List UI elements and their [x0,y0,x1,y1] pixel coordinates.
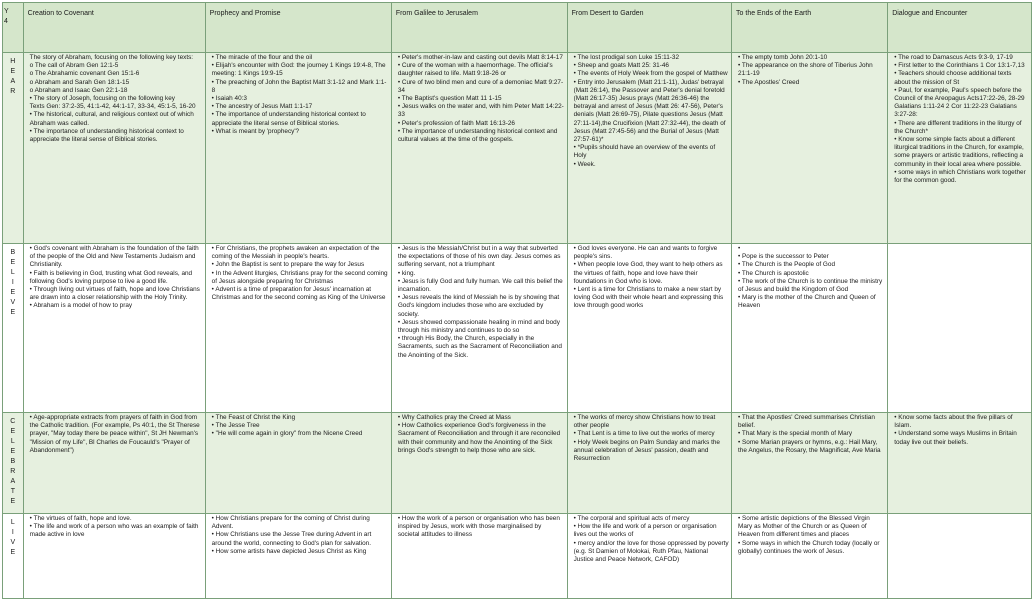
column-header-creation-to-covenant: Creation to Covenant [23,3,205,53]
cell-item: • Advent is a time of preparation for Jesus' incarnation at Christmas and for the second coming as King of the Universe [211,286,386,302]
cell-item: • Week. [573,160,596,168]
cell-item-list [570,515,729,564]
cell-item: • The Church is apostolic [738,269,809,277]
cell-item: • The miracle of the flour and the oil [211,54,313,61]
cell-item-list [208,245,389,302]
row-label-letter: A [10,478,16,485]
cell-item: • The life and work of a person who was an example of faith made active in love [29,523,199,539]
cell-item: • The virtues of faith, hope and love. [29,515,132,522]
cell-item-list [570,245,729,311]
row-label-letter: E [10,428,16,435]
header-row [3,3,1032,53]
cell-item: • The events of Holy Week from the gospel of Matthew [573,70,728,78]
row-label-letter: A [10,78,16,85]
cell-item: • The historical, cultural, and religious context out of which Abraham was called. [29,111,194,127]
row-label-letter: E [10,309,16,316]
cell-item: • Mary is the mother of the Church and Queen of Heaven [738,294,876,310]
row-label-celebrate [3,413,24,514]
cell-item: • Know some facts about the five pillars of Islam. [894,414,1013,430]
cell-item-list [570,54,729,169]
row-label-letter: T [10,488,15,495]
cell-item: • Lent is a time for Christians to make a new start by loving God with their whole heart and expressing this love through good works [573,286,724,310]
cell-celebrate-4 [732,413,888,514]
column-header-desert-to-garden: From Desert to Garden [567,3,731,53]
cell-item-list [26,515,203,540]
row-hear [3,53,1032,244]
cell-item-list [734,54,885,87]
cell-item: • The Apostles' Creed [738,78,800,86]
cell-item-list [394,414,565,455]
cell-item-list [890,414,1029,447]
column-header-ends-of-the-earth: To the Ends of the Earth [732,3,888,53]
cell-item: • How Christians prepare for the coming of Christ during Advent. [211,515,370,531]
cell-item: • The road to Damascus Acts 9:3-9, 17-19 [894,54,1013,61]
row-label-letter: V [10,299,16,306]
cell-item: • Cure of two blind men and cure of a demoniac Matt 9:27-34 [397,78,564,94]
cell-item: • Understand some ways Muslims in Britain today live out their beliefs. [894,430,1017,446]
row-label-letter: H [10,58,16,65]
cell-item-list [26,245,203,311]
cell-item: • Jesus reveals the kind of Messiah he is by showing that God's kingdom includes those who are excluded by society. [397,294,560,318]
cell-believe-1 [205,244,391,413]
row-label-letter: E [10,448,16,455]
cell-item: • [738,245,741,252]
row-label-letter: E [10,289,16,296]
cell-item: • How some artists have depicted Jesus Christ as King [211,547,367,555]
cell-hear-2 [391,53,567,244]
cell-item: • First letter to the Corinthians 1 Cor 13:1-7,13 [894,62,1025,70]
cell-believe-3 [567,244,731,413]
cell-item: • Through living out virtues of faith, hope and love Christians are drawn into a closer relationship with the Holy Trinity. [29,286,200,302]
table-body [3,53,1032,599]
cell-item: • Peter's mother-in-law and casting out devils Matt 8:14-17 [397,54,563,61]
cell-item: • Jesus is the Messiah/Christ but in a way that subverted the expectations of those of his own day. Jesus comes as suffering servant, not a triumphant [397,245,561,269]
cell-item: • Isaiah 40:3 [211,95,247,103]
cell-item: • Jesus is fully God and fully human. We call this belief the incarnation. [397,277,563,294]
cell-item: • "He will come again in glory" from the Nicene Creed [211,430,363,438]
cell-item-list [208,54,389,136]
cell-item: o Abraham and Isaac Gen 22:1-18 [29,86,128,94]
year-label-cell [3,3,24,53]
row-label-letter: E [10,498,16,505]
cell-item: • Faith is believing in God, trusting what God reveals, and following God's loving purpose to live a good life. [29,269,193,285]
row-label-letter: E [10,259,16,266]
cell-item: • God loves everyone. He can and wants to forgive people's sins. [573,245,718,261]
row-label-letter: B [10,249,16,256]
row-label-letter: L [10,519,15,526]
cell-item-list [208,414,389,439]
cell-believe-5 [888,244,1032,413]
row-label-letter: L [10,269,15,276]
cell-item: • For Christians, the prophets awaken an expectation of the coming of the Messiah in people's hearts. [211,245,380,261]
row-label-letter: B [10,458,16,465]
cell-item: • Why Catholics pray the Creed at Mass [397,414,511,421]
cell-item: • Peter's profession of faith Matt 16:13-26 [397,119,515,127]
row-label-hear [3,53,24,244]
cell-item: • God's covenant with Abraham is the foundation of the faith of the people of the Old and New Testaments Judaism and Christianity. [29,245,199,269]
cell-item: • The empty tomb John 20:1-10 [738,54,828,61]
row-label-letter: V [10,539,16,546]
curriculum-page [2,2,1032,584]
row-label-letter: I [11,529,14,536]
cell-item: • Age-appropriate extracts from prayers of faith in God from the Catholic tradition. (For example, Ps 40:1, the St Therese prayer, "May today there be peace within", St JH Newman's "Mission of my Life", Bl Charles de Foucauld's "Prayer of Abandonment") [29,414,200,454]
cell-item: • Holy Week begins on Palm Sunday and marks the annual celebration of Jesus' passion, death and Resurrection [573,438,720,463]
column-header-prophecy-and-promise: Prophecy and Promise [205,3,391,53]
row-label-letter: C [10,418,16,425]
row-label-letter: E [10,68,16,75]
cell-item-list [394,515,565,540]
cell-item: • The Baptist's question Matt 11 1-15 [397,95,502,103]
cell-item: • some ways in which Christians work together for the common good. [894,168,1026,185]
curriculum-table [2,2,1032,599]
cell-item: • The preaching of John the Baptist Matt 3:1-12 and Mark 1:1-8 [211,78,387,94]
cell-item: • Elijah's encounter with God: the journey 1 Kings 19:4-8, The meeting: 1 Kings 19:9-15 [211,62,386,78]
cell-item-list [394,245,565,360]
cell-item: • The importance of understanding historical context to appreciate the literal sense of Biblical stories. [29,127,184,144]
cell-item: • The corporal and spiritual acts of mercy [573,515,690,522]
cell-celebrate-0 [23,413,205,514]
cell-item: • That the Apostles' Creed summarises Christian belief. [738,414,875,430]
cell-hear-3 [567,53,731,244]
cell-item: • Pope is the successor to Peter [738,253,829,261]
year-label-letter: Y [4,8,9,15]
row-label-letter: R [10,468,16,475]
cell-item: • The Jesse Tree [211,422,260,430]
column-header-dialogue-and-encounter: Dialogue and Encounter [888,3,1032,53]
cell-item: • Entry into Jerusalem (Matt 21:1-11), Judas' betrayal (Matt 26:14), the Passover and Peter's denial foretold (Matt 26:17-35) Jesus prays (Matt 26:36-46) the betrayal and arrest of Jesus (Matt 26: 47-56), Peter's denials (Matt 26:69-75), Pilate questions Jesus (Matt 27:11-14),the Crucifixion (Matt 27:32-44), the death of Jesus (Matt 27:45-56) and the Burial of Jesus (Matt 27:57-61)* [573,78,726,144]
cell-item: • Jesus walks on the water and, with him Peter Matt 14:22-33 [397,103,564,119]
cell-item: • There are different traditions in the liturgy of the Church* [894,119,1022,135]
cell-item: Texts Gen: 37:2-35, 41:1-42, 44:1-17, 33-34, 45:1-5, 16-20 [29,103,196,111]
cell-item: The story of Abraham, focusing on the following key texts: [29,54,194,61]
cell-item: • What is meant by 'prophecy'? [211,127,300,135]
cell-believe-0 [23,244,205,413]
cell-item: • John the Baptist is sent to prepare the way for Jesus [211,261,365,269]
cell-item-list [394,54,565,144]
year-label-number: 4 [4,18,8,25]
cell-item: • The ancestry of Jesus Matt 1:1-17 [211,103,313,111]
cell-item: • Know some simple facts about a different liturgical traditions in the Church, for example, some prayers or artistic traditions, reflecting a community in their local area where possible. [894,136,1024,168]
row-label-believe [3,244,24,413]
cell-item: • *Pupils should have an overview of the events of Holy [573,144,716,160]
cell-item: • How the life and work of a person or organisation lives out the works of [573,523,717,539]
cell-item: o The call of Abram Gen 12:1-5 [29,62,119,70]
cell-item: • Some ways in which the Church today (locally or globally) continues the work of Jesus. [738,539,880,555]
cell-item-list [734,515,885,556]
cell-item: • The works of mercy show Christians how to treat other people [573,414,716,430]
cell-celebrate-5 [888,413,1032,514]
row-label-letter: I [11,279,14,286]
cell-item: • king. [397,269,416,277]
cell-item-list [734,245,885,311]
cell-item-list [734,414,885,455]
row-label-letter: R [10,88,16,95]
cell-item: • Paul, for example, Paul's speech before the Council of the Areopagus Acts17:22-26, 28-29 Galatians 1:11-24 2 Cor 11:22-23 Galatians 3:27-28: [894,86,1025,119]
cell-item: • Teachers should choose additional texts about the mission of St [894,70,1012,86]
row-label-letter: L [10,438,15,445]
cell-item-list [890,54,1029,185]
cell-believe-2 [391,244,567,413]
cell-item: • Cure of the woman with a haemorrhage. The official's daughter raised to life. Matt 9:18-26 or [397,62,553,78]
cell-item-list [26,54,203,144]
row-label-letter: E [10,549,16,556]
cell-hear-0 [23,53,205,244]
cell-item: • Abraham is a model of how to pray [29,302,133,310]
row-believe [3,244,1032,413]
cell-item: • When people love God, they want to help others as the virtues of faith, hope and love have their foundations in God who is love. [573,261,723,285]
cell-item: • Sheep and goats Matt 25: 31-46 [573,62,669,70]
cell-item: • Some artistic depictions of the Blessed Virgin Mary as Mother of the Church or as Queen of Heaven from different times and places [738,515,870,539]
cell-item: • through His Body, the Church, especially in the Sacraments, such as the Sacrament of Reconciliation and the Anointing of the Sick. [397,335,562,359]
cell-item-list [26,414,203,455]
cell-celebrate-1 [205,413,391,514]
cell-item: • The importance of understanding historical context and cultural values at the time of the gospels. [397,127,558,144]
cell-item: • How Christians use the Jesse Tree during Advent in art around the world, connecting to God's plan for salvation. [211,531,372,547]
cell-item: o Abraham and Sarah Gen 18:1-15 [29,78,130,86]
cell-celebrate-3 [567,413,731,514]
cell-hear-1 [205,53,391,244]
cell-item: • That Mary is the special month of Mary [738,430,853,438]
cell-item: o The Abrahamic covenant Gen 15:1-6 [29,70,140,78]
cell-item: • The appearance on the shore of Tiberius John 21:1-19 [738,62,873,78]
cell-celebrate-2 [391,413,567,514]
cell-item-list [208,515,389,556]
cell-item: • The Feast of Christ the King [211,414,296,421]
cell-item: • The Church is the People of God [738,261,836,269]
cell-item: • That Lent is a time to live out the works of mercy [573,430,715,438]
cell-hear-4 [732,53,888,244]
cell-hear-5 [888,53,1032,244]
cell-item: • Jesus showed compassionate healing in mind and body through his ministry and continues to do so [397,318,560,335]
cell-item: • The work of the Church is to continue the ministry of Jesus and build the Kingdom of God [738,277,883,294]
cell-item: • How Catholics experience God's forgiveness in the Sacrament of Reconciliation and through it are reconciled with their community and how the Anointing of the Sick brings God's strength to help those who are sick. [397,422,561,454]
cell-item-list [570,414,729,463]
cell-believe-4 [732,244,888,413]
cell-item: • mercy and/or the love for those oppressed by poverty (e.g. St Damien of Molokai, Ruth Pfau, National Justice and Peace Network, CAFOD) [573,539,729,564]
column-header-galilee-to-jerusalem: From Galilee to Jerusalem [391,3,567,53]
row-celebrate [3,413,1032,514]
cell-item: • The importance of understanding historical context to appreciate the literal sense of Biblical stories. [211,111,366,127]
cell-item: • In the Advent liturgies, Christians pray for the second coming of Jesus alongside preparing for Christmas [211,269,388,285]
cell-item: • How the work of a person or organisation who has been inspired by Jesus, work with those marginalised by societal attitudes to illness [397,515,560,539]
cell-item: • Some Marian prayers or hymns, e.g.: Hail Mary, the Angelus, the Rosary, the Magnificat, Ave Maria [738,438,881,454]
cell-item: • The lost prodigal son Luke 15:11-32 [573,54,679,61]
cell-item: • The story of Joseph, focusing on the following key [29,95,175,103]
